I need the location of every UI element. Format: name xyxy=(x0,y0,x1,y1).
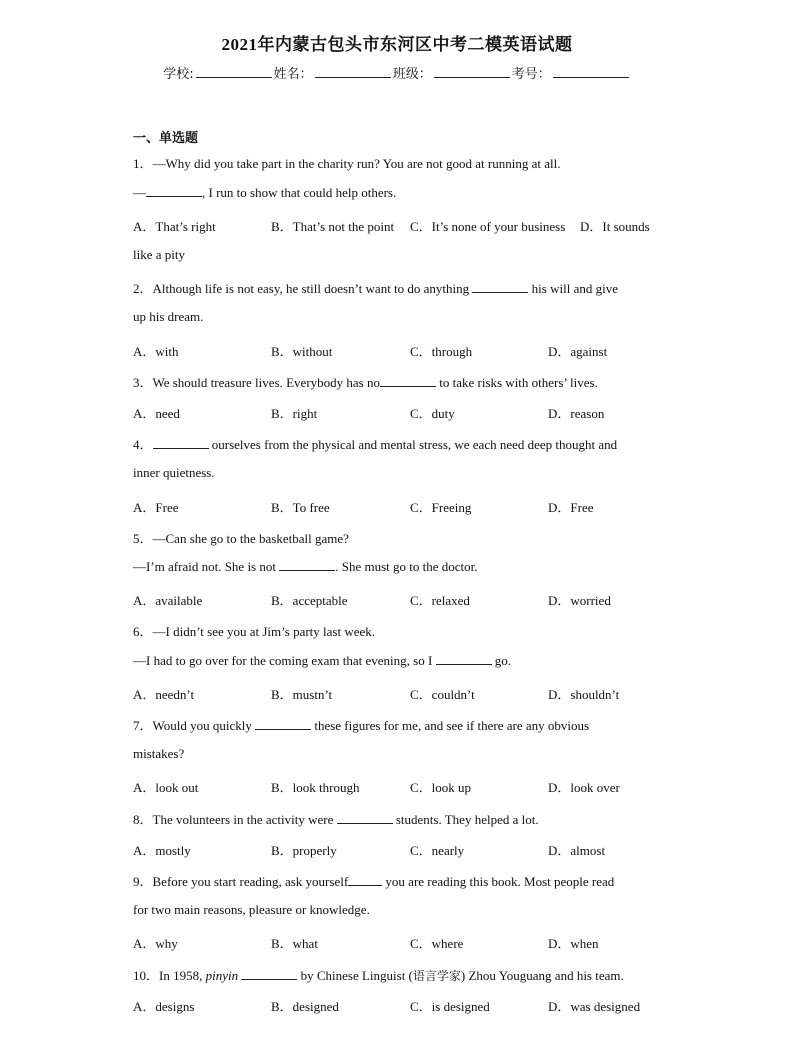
question-8-line-1 xyxy=(133,809,539,828)
chinese-gloss: 语言学家 xyxy=(412,969,461,983)
page-title: 2021年内蒙古包头市东河区中考二模英语试题 xyxy=(221,35,573,54)
text-segment: —I had to go over for the coming exam that evening, so I xyxy=(133,653,436,668)
school-blank[interactable] xyxy=(196,66,272,78)
question-5-option-a[interactable]: A．available xyxy=(133,593,203,608)
question-10-option-d[interactable]: D．was designed xyxy=(548,999,641,1014)
answer-blank xyxy=(153,438,209,449)
question-3-option-b[interactable]: B．right xyxy=(271,406,318,421)
question-4-option-a[interactable]: A．Free xyxy=(133,500,179,515)
text-segment: ) Zhou Youguang and his team. xyxy=(460,968,624,983)
name-blank[interactable] xyxy=(315,66,391,78)
question-7-line-1 xyxy=(133,715,589,734)
question-2-option-d[interactable]: D．against xyxy=(548,344,608,359)
text-segment: — xyxy=(133,185,146,200)
question-2-line-2: up his dream. xyxy=(133,309,204,324)
answer-blank xyxy=(337,813,393,824)
question-9-option-d[interactable]: D．when xyxy=(548,936,599,951)
question-9-line-2: for two main reasons, pleasure or knowledge. xyxy=(133,902,370,917)
answer-blank xyxy=(146,186,202,197)
text-segment: his will and give xyxy=(528,281,618,296)
question-2-option-c[interactable]: C．through xyxy=(410,344,473,359)
question-5-line-2 xyxy=(133,559,478,575)
pinyin-italic: pinyin xyxy=(205,968,239,983)
question-1-line-1: 1．—Why did you take part in the charity run? You are not good at running at all. xyxy=(133,156,561,171)
question-10-line-1 xyxy=(133,965,624,984)
class-label: 班级： xyxy=(392,67,432,82)
answer-blank xyxy=(241,969,297,980)
answer-blank xyxy=(348,875,382,886)
question-1-option-c[interactable]: C．It’s none of your business xyxy=(410,219,566,234)
text-segment: you are reading this book. Most people read xyxy=(382,874,615,889)
question-1-option-d-cont: like a pity xyxy=(133,247,185,262)
question-6-option-a[interactable]: A．needn’t xyxy=(133,687,195,702)
question-2-option-b[interactable]: B．without xyxy=(271,344,333,359)
question-4-option-d[interactable]: D．Free xyxy=(548,500,594,515)
answer-blank xyxy=(472,282,528,293)
question-7-option-c[interactable]: C．look up xyxy=(410,780,472,795)
text-segment: ourselves from the physical and mental stress, we each need deep thought and xyxy=(208,437,618,452)
question-1-option-b[interactable]: B．That’s not the point xyxy=(271,219,395,234)
question-5-option-b[interactable]: B．acceptable xyxy=(271,593,348,608)
text-segment: 4． xyxy=(133,437,153,452)
school-label: 学校: xyxy=(163,67,194,82)
section-title: 一、单选题 xyxy=(133,131,199,146)
text-segment: . She must go to the doctor. xyxy=(335,559,478,574)
question-6-option-c[interactable]: C．couldn’t xyxy=(410,687,475,702)
question-2-option-a[interactable]: A．with xyxy=(133,344,179,359)
question-1-option-a[interactable]: A．That’s right xyxy=(133,219,216,234)
question-10-option-b[interactable]: B．designed xyxy=(271,999,339,1014)
text-segment: these figures for me, and see if there are any obvious xyxy=(311,718,590,733)
text-segment: 9．Before you start reading, ask yourself xyxy=(133,874,349,889)
text-segment: —I’m afraid not. She is not xyxy=(133,559,280,574)
question-10-option-c[interactable]: C．is designed xyxy=(410,999,490,1014)
answer-blank xyxy=(279,560,335,571)
question-2-line-1 xyxy=(133,278,618,297)
question-6-line-1: 6．—I didn’t see you at Jim’s party last week. xyxy=(133,624,376,639)
question-1-option-d[interactable]: D．It sounds xyxy=(580,219,650,234)
question-5-option-d[interactable]: D．worried xyxy=(548,593,611,608)
text-segment: 10．In 1958, xyxy=(133,968,206,983)
text-segment: 8．The volunteers in the activity were xyxy=(133,812,337,827)
question-4-line-1 xyxy=(133,434,617,453)
question-1-line-2 xyxy=(133,185,396,201)
question-9-line-1 xyxy=(133,871,614,890)
answer-blank xyxy=(436,654,492,665)
question-4-line-2: inner quietness. xyxy=(133,465,215,480)
question-5-option-c[interactable]: C．relaxed xyxy=(410,593,470,608)
question-9-option-b[interactable]: B．what xyxy=(271,936,318,951)
question-8-option-c[interactable]: C．nearly xyxy=(410,843,465,858)
question-6-option-d[interactable]: D．shouldn’t xyxy=(548,687,620,702)
question-8-option-d[interactable]: D．almost xyxy=(548,843,606,858)
text-segment: 2．Although life is not easy, he still doesn’t want to do anything xyxy=(133,281,473,296)
question-3-option-a[interactable]: A．need xyxy=(133,406,180,421)
question-3-option-c[interactable]: C．duty xyxy=(410,406,455,421)
question-9-option-c[interactable]: C．where xyxy=(410,936,464,951)
exam-no-blank[interactable] xyxy=(553,66,629,78)
question-5-line-1: 5．—Can she go to the basketball game? xyxy=(133,531,349,546)
question-8-option-a[interactable]: A．mostly xyxy=(133,843,191,858)
question-8-option-b[interactable]: B．properly xyxy=(271,843,337,858)
text-segment: 3．We should treasure lives. Everybody has no xyxy=(133,375,380,390)
name-label: 姓名： xyxy=(273,67,313,82)
question-4-option-b[interactable]: B．To free xyxy=(271,500,330,515)
text-segment: students. They helped a lot. xyxy=(392,812,539,827)
question-9-option-a[interactable]: A．why xyxy=(133,936,178,951)
question-6-line-2 xyxy=(133,653,511,669)
question-6-option-b[interactable]: B．mustn’t xyxy=(271,687,333,702)
text-segment: 7．Would you quickly xyxy=(133,718,256,733)
question-7-option-d[interactable]: D．look over xyxy=(548,780,620,795)
question-7-option-b[interactable]: B．look through xyxy=(271,780,360,795)
question-4-option-c[interactable]: C．Freeing xyxy=(410,500,472,515)
text-segment: go. xyxy=(491,653,512,668)
question-7-line-2: mistakes? xyxy=(133,746,185,761)
text-segment: , I run to show that could help others. xyxy=(202,185,397,200)
question-7-option-a[interactable]: A．look out xyxy=(133,780,199,795)
text-segment: to take risks with others’ lives. xyxy=(435,375,598,390)
class-blank[interactable] xyxy=(434,66,510,78)
answer-blank xyxy=(255,719,311,730)
question-3-line-1 xyxy=(133,372,598,391)
answer-blank xyxy=(380,376,436,387)
student-info-row xyxy=(0,63,794,82)
question-3-option-d[interactable]: D．reason xyxy=(548,406,605,421)
question-10-option-a[interactable]: A．designs xyxy=(133,999,195,1014)
text-segment: by Chinese Linguist ( xyxy=(297,968,413,983)
exam-no-label: 考号： xyxy=(511,67,551,82)
